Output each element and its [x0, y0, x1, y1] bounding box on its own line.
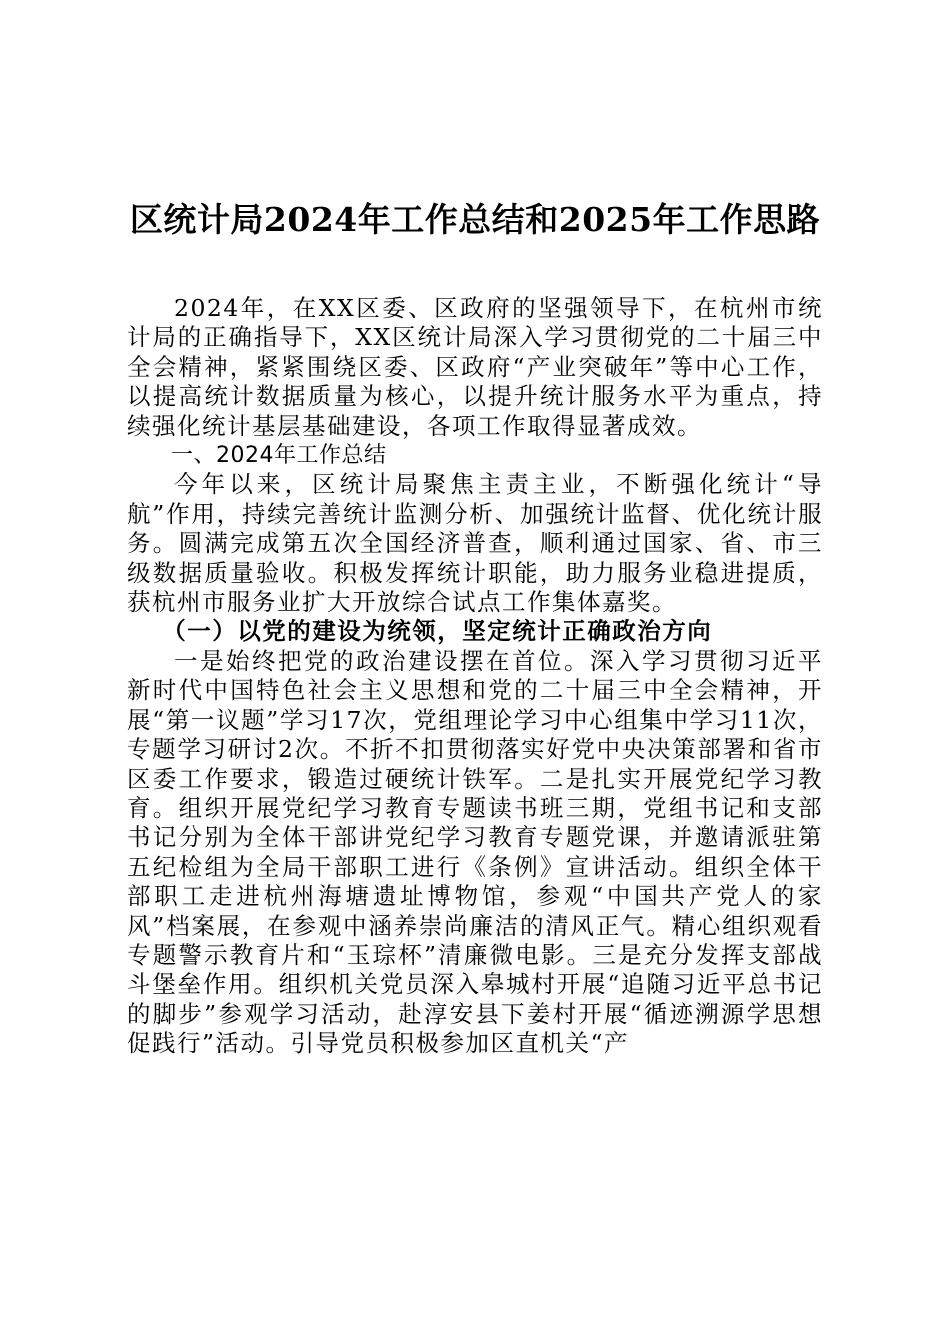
section-1-paragraph: 今年以来，区统计局聚焦主责主业，不断强化统计“导航”作用，持续完善统计监测分析、加强统计监督、优化统计服务。圆满完成第五次全国经济普查，顺利通过国家、省、市三级数据质量验收。积极发挥统计职能，助力服务业稳进提质，获杭州市服务业扩大开放综合试点工作集体嘉奖。 — [127, 470, 823, 617]
subsection-heading-1: （一）以党的建设为统领，坚定统计正确政治方向 — [162, 617, 713, 646]
section-heading-1: 一、2024年工作总结 — [171, 443, 387, 469]
subsection-1-paragraph: 一是始终把党的政治建设摆在首位。深入学习贯彻习近平新时代中国特色社会主义思想和党的二十届三中全会精神，开展“第一议题”学习17次，党组理论学习中心组集中学习11次，专题学习研讨2次。不折不扣贯彻落实好党中央决策部署和省市区委工作要求，锻造过硬统计铁军。二是扎实开展党纪学习教育。组织开展党纪学习教育专题读书班三期，党组书记和支部书记分别为全体干部讲党纪学习教育专题党课，并邀请派驻第五纪检组为全局干部职工进行《条例》宣讲活动。组织全体干部职工走进杭州海塘遗址博物馆，参观“中国共产党人的家风”档案展，在参观中涵养崇尚廉洁的清风正气。精心组织观看专题警示教育片和“玉琮杯”清廉微电影。三是充分发挥支部战斗堡垒作用。组织机关党员深入皋城村开展“追随习近平总书记的脚步”参观学习活动，赴淳安县下姜村开展“循迹溯源学思想促践行”活动。引导党员积极参加区直机关“产 — [127, 646, 823, 1058]
document-body — [127, 294, 823, 1059]
intro-paragraph: 2024年，在XX区委、区政府的坚强领导下，在杭州市统计局的正确指导下，XX区统计局深入学习贯彻党的二十届三中全会精神，紧紧围绕区委、区政府“产业突破年”等中心工作，以提高统计数据质量为核心，以提升统计服务水平为重点，持续强化统计基层基础建设，各项工作取得显著成效。 — [127, 294, 823, 440]
document-title: 区统计局2024年工作总结和2025年工作思路 — [129, 200, 821, 239]
